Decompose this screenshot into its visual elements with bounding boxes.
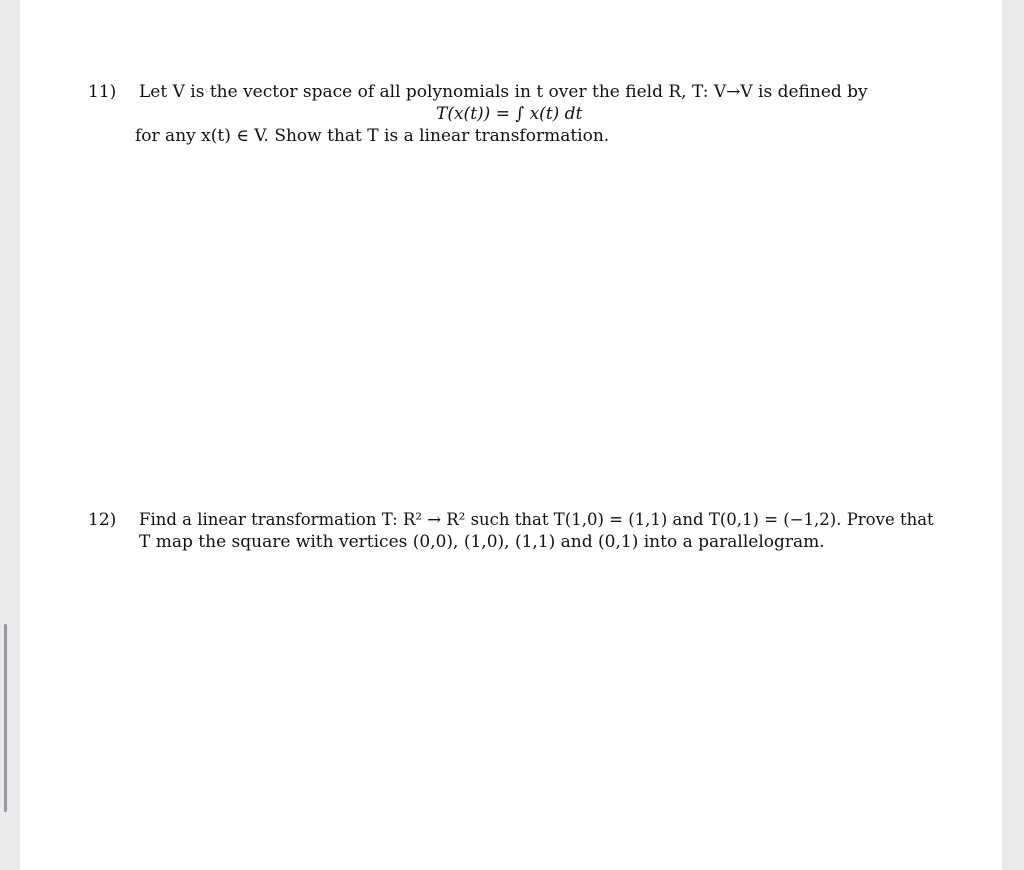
problem-12-statement: Find a linear transformation T: R² → R² such that T(1,0) = (1,1) and T(0,1) = (−1,2). Prove that <box>139 510 934 529</box>
document-page <box>20 0 1002 870</box>
problem-11-number: 11) <box>88 82 117 102</box>
problem-11-statement: Let V is the vector space of all polynomials in t over the field R, T: V→V is defined by <box>139 82 868 102</box>
problem-11-equation: T(x(t)) = ∫ x(t) dt <box>436 104 583 124</box>
scroll-indicator[interactable] <box>4 624 7 812</box>
problem-11-task: for any x(t) ∈ V. Show that T is a linear transformation. <box>135 126 610 146</box>
problem-12-task: T map the square with vertices (0,0), (1,0), (1,1) and (0,1) into a parallelogram. <box>139 532 825 552</box>
problem-12-number: 12) <box>88 510 117 530</box>
